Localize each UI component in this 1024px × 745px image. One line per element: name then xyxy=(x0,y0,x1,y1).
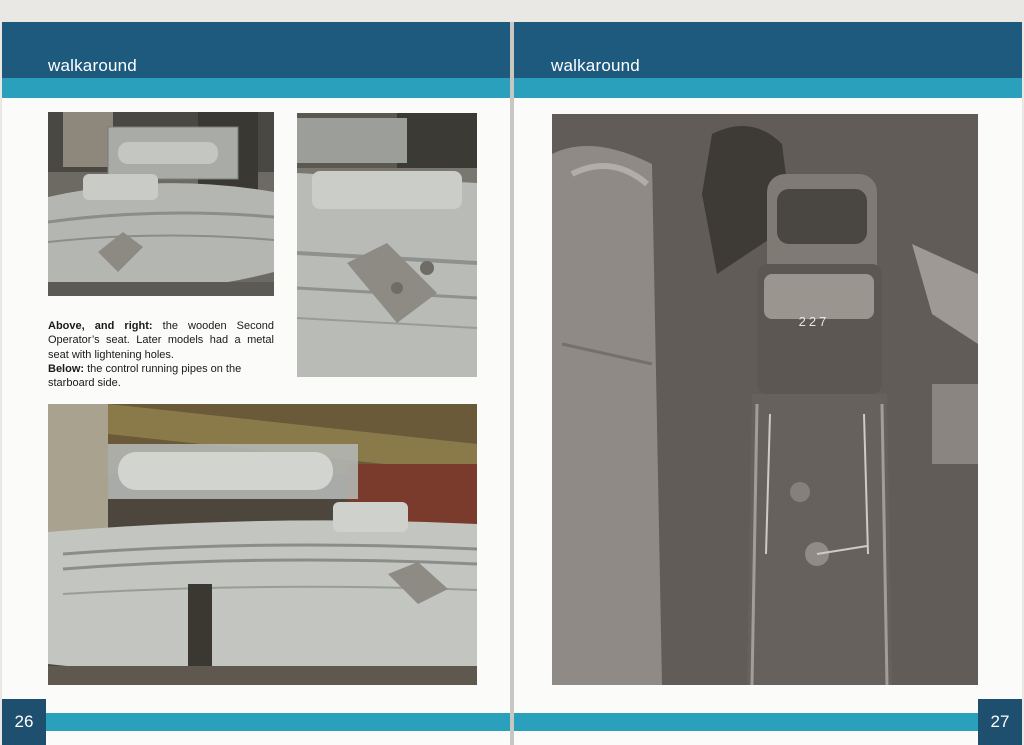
header-stripe xyxy=(2,78,510,98)
hull-number: 227 xyxy=(798,314,830,329)
section-title: walkaround xyxy=(48,56,137,75)
caption-below xyxy=(48,362,274,391)
footer-stripe xyxy=(2,713,510,731)
caption-above-label: Above, and right: xyxy=(48,320,153,332)
photo-caption xyxy=(48,319,274,390)
page-number: 26 xyxy=(2,699,46,745)
left-page xyxy=(2,22,510,745)
photo-seat-top-right xyxy=(297,113,477,377)
photo-seat-top-left xyxy=(48,112,274,296)
caption-below-text: the control running pipes on the starboard side. xyxy=(48,362,242,390)
right-page xyxy=(514,22,1022,745)
header-stripe xyxy=(514,78,1022,98)
photo-historical-torpedo xyxy=(552,114,978,685)
photo-control-pipes xyxy=(48,404,477,685)
caption-below-label: Below: xyxy=(48,362,85,375)
caption-above-text: the wooden Second Operator’s seat. Later models had a metal seat with lightening holes. xyxy=(48,320,274,361)
caption-above xyxy=(48,319,274,362)
page-number: 27 xyxy=(978,699,1022,745)
footer-stripe xyxy=(514,713,1022,731)
section-title: walkaround xyxy=(551,56,640,75)
